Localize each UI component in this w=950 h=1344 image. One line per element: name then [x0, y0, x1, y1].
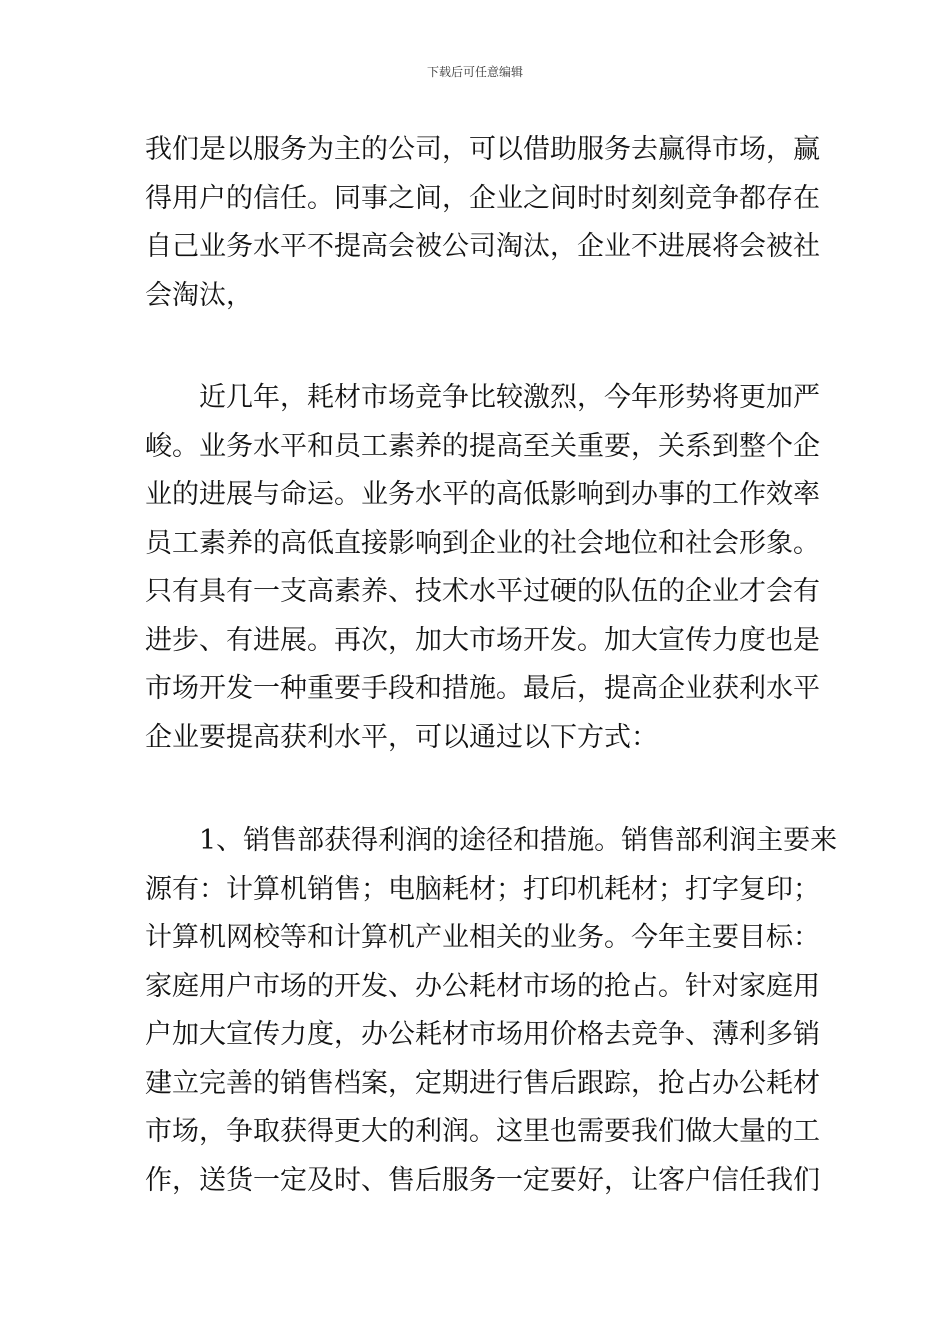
text-line: 得用户的信任。同事之间，企业之间时时刻刻竞争都存在 [145, 182, 820, 214]
paragraph-2 [145, 374, 820, 762]
text-line: 作，送货一定及时、售后服务一定要好，让客户信任我们 [145, 1164, 820, 1196]
header-note: 下载后可任意编辑 [426, 65, 523, 79]
paragraph-1 [145, 126, 820, 320]
text-line: 只有具有一支高素养、技术水平过硬的队伍的企业才会有 [145, 576, 820, 607]
text-line: 业的进展与命运。业务水平的高低影响到办事的工作效率 [145, 479, 820, 510]
paragraph-3 [145, 817, 838, 1205]
text-line: 户加大宣传力度，办公耗材市场用价格去竞争、薄利多销 [145, 1019, 820, 1050]
text-line: 市场开发一种重要手段和措施。最后，提高企业获利水平 [145, 673, 820, 704]
text-line: 家庭用户市场的开发、办公耗材市场的抢占。针对家庭用 [145, 970, 820, 1002]
text-line: 自己业务水平不提高会被公司淘汰，企业不进展将会被社 [145, 231, 820, 262]
text-line: 1、销售部获得利润的途径和措施。销售部利润主要来 [199, 825, 838, 856]
text-line: 近几年，耗材市场竞争比较激烈，今年形势将更加严 [199, 382, 820, 413]
text-line: 计算机网校等和计算机产业相关的业务。今年主要目标： [145, 922, 820, 953]
text-line: 峻。业务水平和员工素养的提高至关重要，关系到整个企 [145, 430, 820, 462]
text-line: 会淘汰， [145, 279, 253, 311]
text-line: 进步、有进展。再次，加大市场开发。加大宣传力度也是 [145, 624, 820, 656]
text-line: 建立完善的销售档案，定期进行售后跟踪，抢占办公耗材 [145, 1067, 820, 1099]
text-line: 我们是以服务为主的公司，可以借助服务去赢得市场，赢 [145, 134, 820, 165]
text-line: 源有：计算机销售；电脑耗材；打印机耗材；打字复印； [145, 873, 820, 905]
text-line: 员工素养的高低直接影响到企业的社会地位和社会形象。 [145, 527, 820, 559]
text-line: 市场，争取获得更大的利润。这里也需要我们做大量的工 [145, 1116, 820, 1147]
text-line: 企业要提高获利水平，可以通过以下方式： [145, 721, 658, 753]
